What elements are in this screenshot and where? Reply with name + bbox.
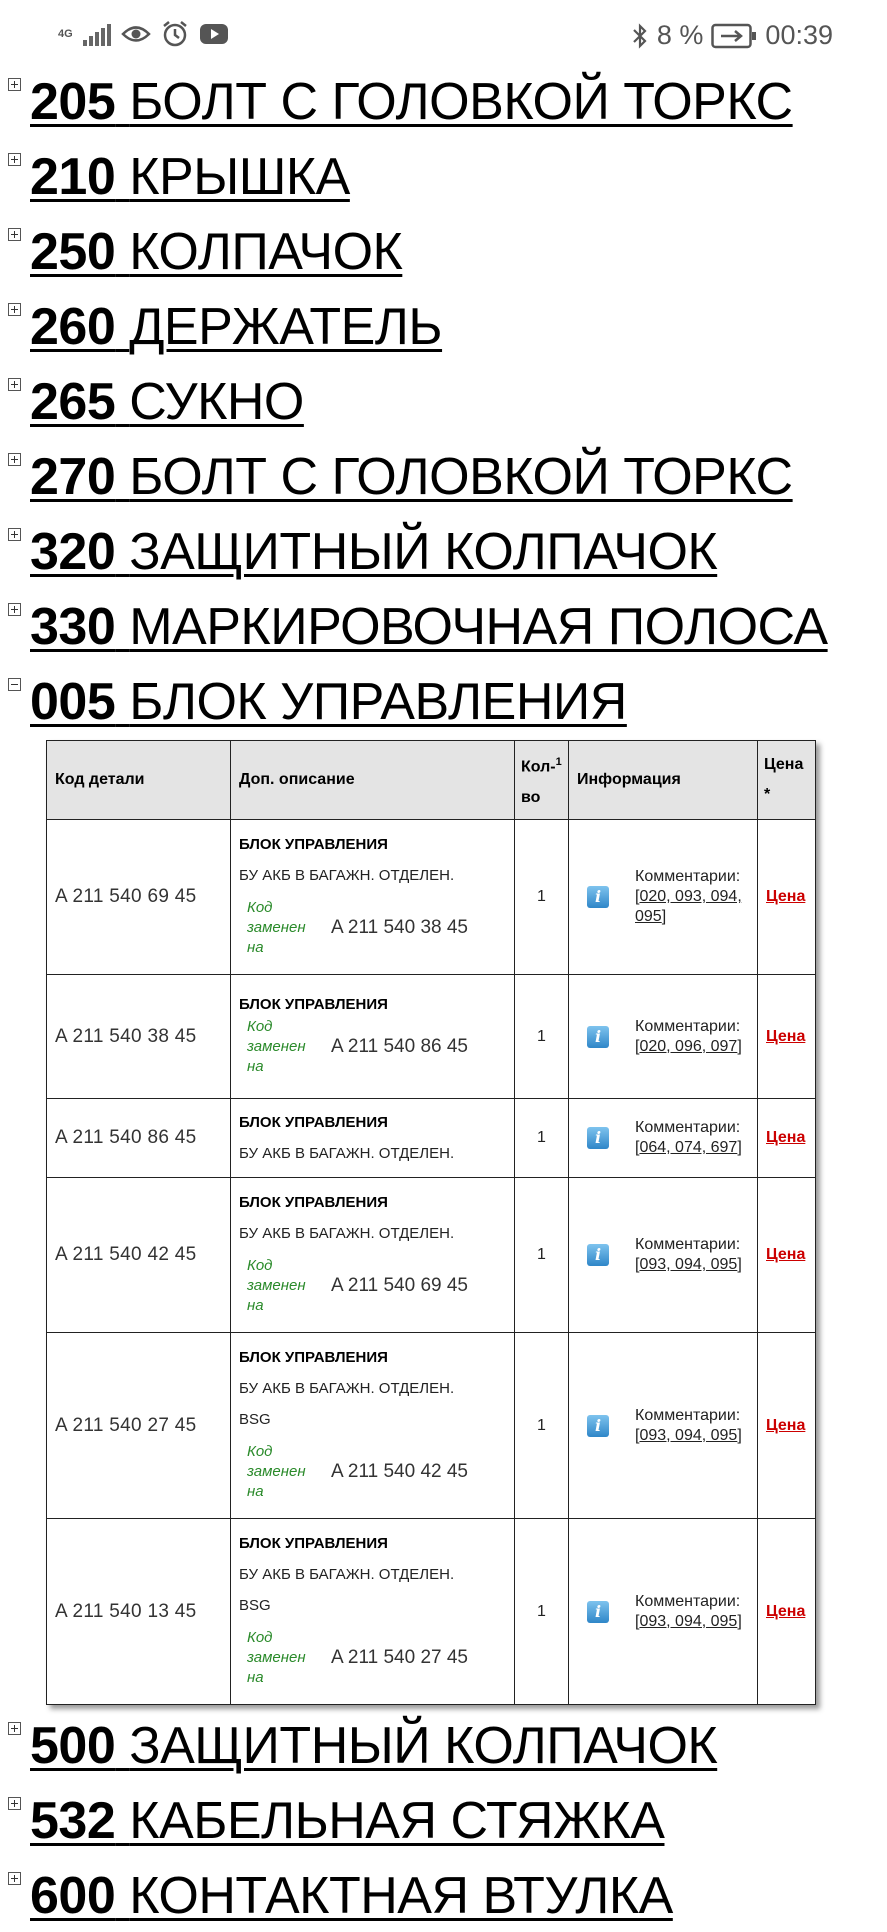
price-link[interactable]: Цена [766,888,806,905]
group-item[interactable] [0,1862,887,1932]
battery-percent: 8 % [656,20,704,50]
collapse-icon[interactable] [8,678,21,691]
part-code: A 211 540 27 45 [47,1333,231,1519]
expand-icon[interactable] [8,153,21,166]
part-description: БЛОК УПРАВЛЕНИЯ БУ АКБ В БАГАЖН. ОТДЕЛЕН. Код заменен на A 211 540 69 45 [231,1178,515,1333]
info-icon[interactable]: i [587,886,609,908]
alarm-icon [161,20,189,48]
table-row [47,1099,816,1178]
header-info: Информация [569,741,758,820]
table-row [47,1519,816,1705]
part-code: A 211 540 13 45 [47,1519,231,1705]
price-cell [758,1333,816,1519]
network-type: 4G [58,27,73,40]
table-row [47,1178,816,1333]
clock: 00:39 [765,20,833,50]
group-link[interactable]: 320 ЗАЩИТНЫЙ КОЛПАЧОК [30,523,718,581]
expand-icon[interactable] [8,528,21,541]
expand-icon[interactable] [8,603,21,616]
comment-codes-link[interactable]: 093, 094, 095 [639,1256,738,1273]
price-cell [758,975,816,1099]
group-link[interactable]: 205 БОЛТ С ГОЛОВКОЙ ТОРКС [30,73,793,131]
info-cell: i Комментарии: [020, 096, 097] [569,975,758,1099]
comment-codes-link[interactable]: 020, 096, 097 [639,1037,738,1055]
price-cell [758,1519,816,1705]
part-description: БЛОК УПРАВЛЕНИЯ БУ АКБ В БАГАЖН. ОТДЕЛЕН. BSG Код заменен на A 211 540 27 45 [231,1519,515,1705]
quantity: 1 [515,975,569,1099]
price-cell [758,1099,816,1178]
price-link[interactable]: Цена [766,1416,806,1434]
header-qty: Кол-$^1$ во [515,741,569,820]
comment-codes-link[interactable]: 093, 094, 095 [639,1612,738,1630]
info-icon[interactable]: i [587,1026,609,1048]
group-item-expanded[interactable] [0,668,887,738]
info-icon[interactable]: i [587,1601,609,1623]
part-code: A 211 540 86 45 [47,1099,231,1178]
part-description: БЛОК УПРАВЛЕНИЯ БУ АКБ В БАГАЖН. ОТДЕЛЕН. Код заменен на A 211 540 38 45 [231,820,515,975]
group-link[interactable]: 210 КРЫШКА [30,148,350,206]
eye-icon [121,23,151,45]
part-code: A 211 540 69 45 [47,820,231,975]
status-right [631,20,833,51]
part-description: БЛОК УПРАВЛЕНИЯ Код заменен на A 211 540 86 45 [231,975,515,1099]
price-cell [758,1178,816,1333]
parts-table [46,740,816,1705]
group-link[interactable]: 330 МАРКИРОВОЧНАЯ ПОЛОСА [30,598,828,656]
quantity: 1 [515,1519,569,1705]
expand-icon[interactable] [8,303,21,316]
quantity: 1 [515,820,569,975]
status-bar [0,0,887,72]
group-item[interactable] [0,143,887,213]
header-desc: Доп. описание [231,741,515,820]
group-item[interactable] [0,518,887,588]
group-link[interactable]: 500 ЗАЩИТНЫЙ КОЛПАЧОК [30,1717,718,1775]
info-cell: i Комментарии: [093, 094, 095] [569,1519,758,1705]
quantity: 1 [515,1178,569,1333]
expand-icon[interactable] [8,1872,21,1885]
info-icon[interactable]: i [587,1244,609,1266]
header-code: Код детали [47,741,231,820]
comment-codes-link[interactable]: 093, 094, 095 [639,1426,738,1444]
price-link[interactable]: Цена [766,1246,806,1263]
group-link[interactable]: 600 КОНТАКТНАЯ ВТУЛКА [30,1867,673,1925]
group-item[interactable] [0,218,887,288]
quantity: 1 [515,1099,569,1178]
group-link[interactable]: 265 СУКНО [30,373,304,431]
table-row [47,1333,816,1519]
group-item[interactable] [0,1712,887,1782]
info-cell: i Комментарии: [020, 093, 094, 095] [569,820,758,975]
table-header-row [47,741,816,820]
table-row [47,820,816,975]
price-link[interactable]: Цена [766,1602,806,1620]
price-link[interactable]: Цена [766,1129,806,1146]
expand-icon[interactable] [8,453,21,466]
quantity: 1 [515,1333,569,1519]
replacement-code-link[interactable]: A 211 540 27 45 [331,1647,468,1668]
group-link[interactable]: 005 БЛОК УПРАВЛЕНИЯ [30,673,627,731]
group-item[interactable] [0,593,887,663]
expand-icon[interactable] [8,1722,21,1735]
group-item[interactable] [0,1787,887,1857]
youtube-icon [199,23,229,45]
replacement-code-link[interactable]: A 211 540 86 45 [331,1036,468,1057]
info-icon[interactable]: i [587,1415,609,1437]
info-cell: i Комментарии: [093, 094, 095] [569,1178,758,1333]
price-cell [758,820,816,975]
replacement-code-link[interactable]: A 211 540 42 45 [331,1461,468,1482]
expand-icon[interactable] [8,1797,21,1810]
comment-codes-link[interactable]: 064, 074, 697 [639,1139,738,1156]
battery-saver-icon [711,23,757,49]
part-code: A 211 540 38 45 [47,975,231,1099]
info-icon[interactable]: i [587,1127,609,1149]
group-item[interactable] [0,443,887,513]
group-item[interactable] [0,368,887,438]
expand-icon[interactable] [8,228,21,241]
signal-icon [83,22,111,46]
replacement-code-link[interactable]: A 211 540 69 45 [331,1275,468,1296]
replacement-code-link[interactable]: A 211 540 38 45 [331,917,468,938]
comment-codes-link[interactable]: 020, 093, 094, 095 [635,888,742,925]
expand-icon[interactable] [8,78,21,91]
part-description: БЛОК УПРАВЛЕНИЯ БУ АКБ В БАГАЖН. ОТДЕЛЕН. [231,1099,515,1178]
group-item[interactable] [0,293,887,363]
group-link[interactable]: 260 ДЕРЖАТЕЛЬ [30,298,443,356]
group-item[interactable] [0,68,887,138]
price-link[interactable]: Цена [766,1027,806,1045]
table-row [47,975,816,1099]
status-left [58,20,229,48]
bluetooth-icon [631,22,649,50]
info-cell: i Комментарии: [093, 094, 095] [569,1333,758,1519]
group-link[interactable]: 532 КАБЕЛЬНАЯ СТЯЖКА [30,1792,665,1850]
expand-icon[interactable] [8,378,21,391]
info-cell: i Комментарии: [064, 074, 697] [569,1099,758,1178]
group-link[interactable]: 250 КОЛПАЧОК [30,223,403,281]
group-link[interactable]: 270 БОЛТ С ГОЛОВКОЙ ТОРКС [30,448,793,506]
part-code: A 211 540 42 45 [47,1178,231,1333]
header-price: Цена * [758,741,816,820]
part-description: БЛОК УПРАВЛЕНИЯ БУ АКБ В БАГАЖН. ОТДЕЛЕН. BSG Код заменен на A 211 540 42 45 [231,1333,515,1519]
